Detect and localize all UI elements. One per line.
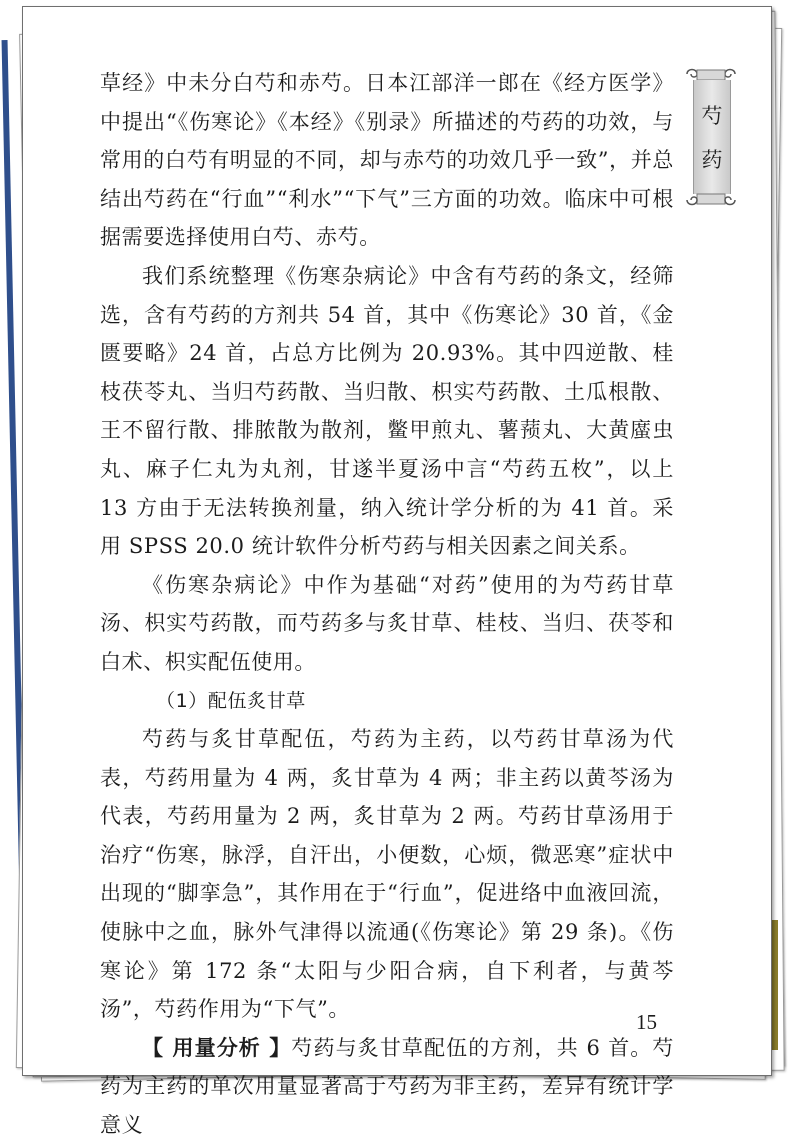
analysis-text: 芍药与炙甘草配伍的方剂，共 6 首。芍药为主药的单次用量显著高于芍药为非主药，差异有统计学意义	[100, 1035, 674, 1138]
side-tab-body	[693, 80, 731, 194]
paragraph-4: 芍药与炙甘草配伍，芍药为主药，以芍药甘草汤为代表，芍药用量为 4 两，炙甘草为 4 两；非主药以黄芩汤为代表，芍药用量为 2 两，炙甘草为 2 两。芍药甘草汤用于治疗“伤寒，脉浮，自汗出，小便数，心烦，微恶寒”症状中出现的“脚挛急”，其作用在于“行血”，促进络中血液回流，使脉中之血，脉外气津得以流通(《伤寒论》第 29 条)。《伤寒论》第 172 条“太阳与少阳合病，自下利者，与黄芩汤”，芍药作用为“下气”。	[100, 727, 674, 1022]
side-tab-char: 药	[701, 148, 723, 172]
paragraph-3: 《伤寒杂病论》中作为基础“对药”使用的为芍药甘草汤、枳实芍药散，而芍药多与炙甘草、桂枝、当归、茯苓和白术、枳实配伍使用。	[100, 572, 674, 674]
section-heading: （1）配伍炙甘草	[156, 689, 306, 712]
paragraph-1: 草经》中未分白芍和赤芍。日本江部洋一郎在《经方医学》中提出“《伤寒论》《本经》《别录》所描述的芍药的功效，与常用的白芍有明显的不同，却与赤芍的功效几乎一致”，并总结出芍药在“行血”“利水”“下气”三方面的功效。临床中可根据需要选择使用白芍、赤芍。	[100, 71, 674, 250]
scroll-ornament-icon	[683, 192, 739, 208]
analysis-label: 【 用量分析 】	[142, 1035, 292, 1060]
side-tab-char: 芍	[701, 104, 723, 128]
chapter-side-tab	[683, 66, 739, 208]
body-text	[100, 64, 674, 1145]
page-number: 15	[636, 1010, 657, 1034]
paragraph-2: 我们系统整理《伤寒杂病论》中含有芍药的条文，经筛选，含有芍药的方剂共 54 首，其中《伤寒论》30 首，《金匮要略》24 首，占总方比例为 20.93%。其中四逆散、桂枝茯苓丸、当归芍药散、当归散、枳实芍药散、土瓜根散、王不留行散、排脓散为散剂，鳖甲煎丸、薯蓣丸、大黄䗪虫丸、麻子仁丸为丸剂，甘遂半夏汤中言“芍药五枚”，以上 13 方由于无法转换剂量，纳入统计学分析的为 41 首。采用 SPSS 20.0 统计软件分析芍药与相关因素之间关系。	[100, 263, 674, 559]
paragraph-5	[100, 1029, 674, 1145]
